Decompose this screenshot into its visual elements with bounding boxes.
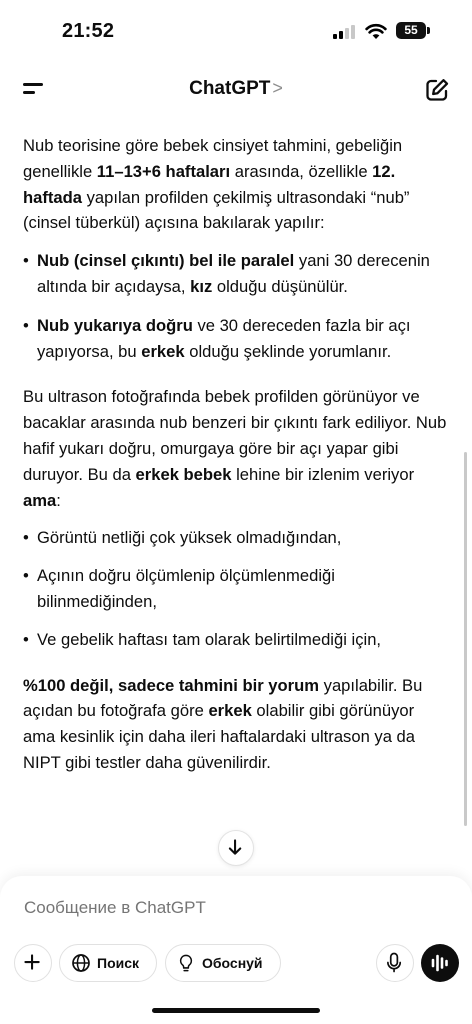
list-item: • Açının doğru ölçümlenip ölçümlenmediği bilinmediğinden, [23, 563, 447, 615]
dictate-button[interactable] [376, 944, 414, 982]
wifi-icon [365, 22, 387, 40]
bullet-list [23, 525, 447, 652]
chevron-right-icon: > [272, 78, 283, 98]
reason-button[interactable] [165, 944, 281, 982]
composer [0, 876, 472, 1024]
search-button[interactable] [59, 944, 157, 982]
scroll-down-button[interactable] [218, 830, 254, 866]
message-paragraph: Nub teorisine göre bebek cinsiyet tahmini, gebeliğin genellikle 11–13+6 haftaları arasında, özellikle 12. haftada yapılan profilden çekilmiş ultrasondaki “nub” (cinsel tüberkül) açısına bakılarak yapılır: [23, 136, 410, 233]
message-input[interactable] [24, 898, 444, 918]
status-bar [0, 0, 472, 60]
search-button-label: Поиск [97, 955, 140, 971]
attach-button[interactable] [14, 944, 52, 982]
scrollbar[interactable] [464, 452, 467, 826]
battery-level: 55 [396, 22, 426, 39]
assistant-message [23, 133, 447, 776]
globe-icon [71, 953, 91, 973]
list-item: • Ve gebelik haftası tam olarak belirtilmediği için, [23, 627, 447, 653]
model-title: ChatGPT [189, 78, 271, 99]
voice-mode-button[interactable] [421, 944, 459, 982]
microphone-icon [377, 945, 413, 981]
chat-header [0, 66, 472, 112]
voice-mode-icon [421, 944, 459, 982]
new-chat-icon[interactable] [423, 76, 451, 104]
plus-icon [15, 945, 51, 981]
cellular-signal-icon [333, 25, 359, 39]
bullet-list [23, 248, 447, 364]
battery-icon [396, 22, 430, 39]
list-item: • Nub (cinsel çıkıntı) bel ile paralel yani 30 derecenin altında bir açıdaysa, kız olduğu düşünülür. [23, 248, 447, 300]
arrow-down-icon [219, 831, 253, 865]
lightbulb-icon [177, 953, 195, 973]
model-selector[interactable] [0, 78, 472, 100]
list-item: • Görüntü netliği çok yüksek olmadığından, [23, 525, 447, 551]
message-paragraph: %100 değil, sadece tahmini bir yorum yapılabilir. Bu açıdan bu fotoğrafa göre erkek olabilir gibi görünüyor ama kesinlik için daha ileri haftalardaki ultrason ya da NIPT gibi testler daha güvenilirdir. [23, 675, 423, 772]
list-item: • Nub yukarıya doğru ve 30 dereceden fazla bir açı yapıyorsa, bu erkek olduğu şeklinde yorumlanır. [23, 313, 447, 365]
status-time: 21:52 [62, 20, 115, 42]
message-paragraph: Bu ultrason fotoğrafında bebek profilden görünüyor ve bacaklar arasında nub benzeri bir çıkıntı fark ediliyor. Nub hafif yukarı doğru, omurgaya göre bir açı yapar gibi duruyor. Bu da erkek bebek lehine bir izlenim veriyor ama: [23, 387, 447, 510]
home-indicator [152, 1008, 320, 1013]
reason-button-label: Обоснуй [202, 955, 263, 971]
